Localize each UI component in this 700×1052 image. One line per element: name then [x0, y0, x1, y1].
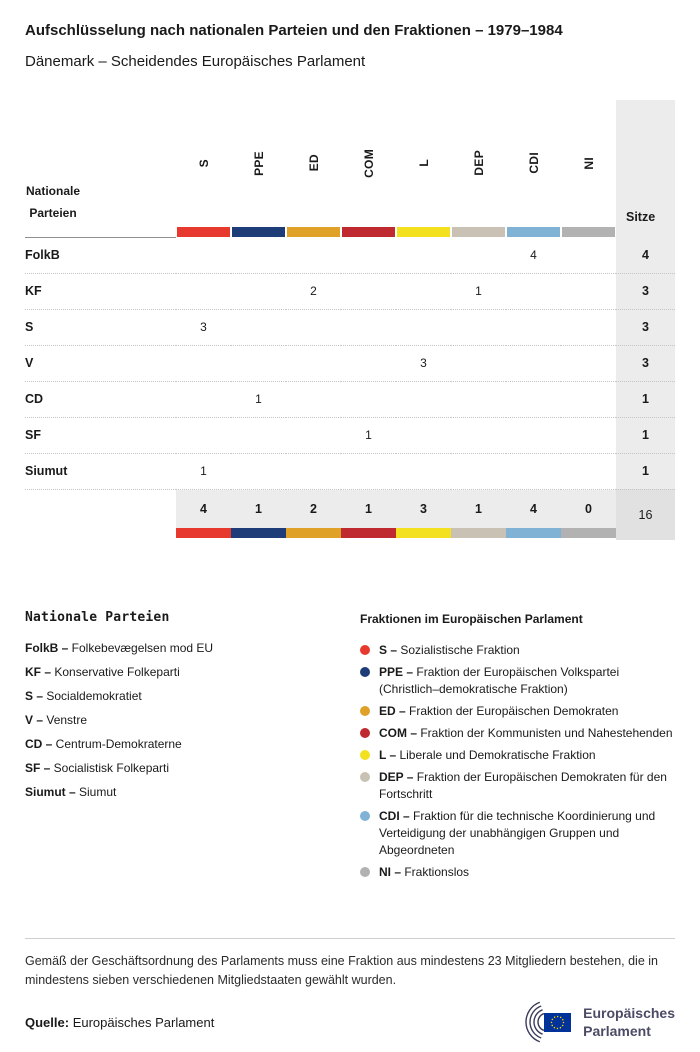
value-cell: 2 [286, 273, 341, 309]
value-cell [176, 345, 231, 381]
column-header-ni [561, 100, 616, 226]
group-color-bar [342, 227, 395, 237]
value-cell [506, 309, 561, 345]
value-cell: 3 [396, 345, 451, 381]
group-color-bar [286, 528, 341, 538]
party-legend-name: Socialistisk Folkeparti [50, 760, 170, 775]
group-legend-abbr: DEP – [379, 769, 414, 784]
group-color-bar [506, 528, 561, 538]
group-color-bar [507, 227, 560, 237]
column-header-ed [286, 100, 341, 226]
column-header-ppe [231, 100, 286, 226]
value-cell [506, 381, 561, 417]
total-value-cell [176, 489, 231, 540]
european-parliament-logo-icon [513, 1000, 575, 1046]
party-legend-abbr: V – [25, 712, 44, 727]
total-value-block [286, 490, 341, 538]
row-header-label: Nationale Parteien [25, 184, 80, 221]
party-legend-name: Centrum-Demokraterne [52, 736, 182, 751]
total-value: 0 [585, 501, 592, 516]
national-parties-legend-heading: Nationale Parteien [25, 609, 170, 625]
group-color-bar-cell [231, 226, 286, 237]
group-legend-name: Fraktionslos [401, 864, 470, 879]
seats-cell: 3 [616, 273, 675, 309]
value-cell [561, 417, 616, 453]
group-legend-item [360, 642, 675, 659]
value-cell [396, 417, 451, 453]
group-color-bar [396, 528, 451, 538]
value-cell [451, 417, 506, 453]
total-value-cell [341, 489, 396, 540]
value-cell [176, 273, 231, 309]
value-cell [451, 381, 506, 417]
seats-cell: 1 [616, 381, 675, 417]
group-color-bar-cell [286, 226, 341, 237]
value-cell: 1 [341, 417, 396, 453]
value-cell [341, 237, 396, 273]
group-legend-name: Liberale und Demokratische Fraktion [396, 747, 596, 762]
column-header-label: L [416, 159, 431, 167]
group-legend-abbr: COM – [379, 725, 418, 740]
party-legend-item [25, 737, 360, 751]
group-legend-abbr: PPE – [379, 664, 414, 679]
group-legend-abbr: NI – [379, 864, 402, 879]
column-header-label: NI [581, 156, 596, 170]
page-subtitle: Dänemark – Scheidendes Europäisches Parlament [25, 53, 366, 70]
value-cell: 1 [176, 453, 231, 489]
table-row [25, 453, 675, 489]
footnote-text: Gemäß der Geschäftsordnung des Parlaments muss eine Fraktion aus mindestens 23 Mitgliedern bestehen, die in mindestens sieben verschiedenen Mitgliedstaaten gewählt wurden. [25, 953, 658, 987]
footer-bar [25, 1000, 675, 1046]
group-legend-name: Fraktion für die technische Koordinierung und Verteidigung der unabhängigen Gruppen und Abgeordneten [379, 808, 656, 857]
group-legend-name: Sozialistische Fraktion [397, 642, 520, 657]
party-legend-name: Folkebevægelsen mod EU [68, 640, 214, 655]
seats-cell: 4 [616, 237, 675, 273]
group-color-bar [287, 227, 340, 237]
seats-cell: 1 [616, 453, 675, 489]
group-legend-name: Fraktion der Europäischen Demokraten für den Fortschritt [379, 769, 667, 801]
group-color-bar-cell [341, 226, 396, 237]
group-color-bar-cell [506, 226, 561, 237]
value-cell [231, 237, 286, 273]
value-cell: 1 [451, 273, 506, 309]
value-cell [341, 381, 396, 417]
column-header-label: ED [306, 154, 321, 172]
total-value-block [451, 490, 506, 538]
table-row [25, 273, 675, 309]
value-cell: 4 [506, 237, 561, 273]
party-legend-name: Konservative Folkeparti [51, 664, 180, 679]
value-cell [561, 345, 616, 381]
party-legend-item [25, 761, 360, 775]
value-cell [341, 273, 396, 309]
group-legend-text [379, 769, 675, 803]
value-cell [231, 345, 286, 381]
party-legend-item [25, 641, 360, 655]
group-legend-text [379, 642, 520, 659]
value-cell [451, 237, 506, 273]
logo-text-line2: Parlament [583, 1022, 651, 1039]
party-legend-name: Socialdemokratiet [43, 688, 142, 703]
value-cell [176, 381, 231, 417]
value-cell [506, 417, 561, 453]
group-legend-abbr: ED – [379, 703, 406, 718]
party-legend-abbr: S – [25, 688, 44, 703]
party-legend-item [25, 713, 360, 727]
seats-cell: 3 [616, 309, 675, 345]
column-header-label: COM [361, 148, 376, 178]
seats-table [25, 100, 675, 540]
value-cell [561, 309, 616, 345]
source-label: Quelle: [25, 1015, 70, 1030]
total-value-cell [231, 489, 286, 540]
group-legend-text [379, 664, 675, 698]
total-value: 2 [310, 501, 317, 516]
value-cell [286, 345, 341, 381]
party-name-cell: Siumut [25, 453, 176, 489]
seats-cell: 3 [616, 345, 675, 381]
value-cell [286, 453, 341, 489]
group-legend-abbr: S – [379, 642, 398, 657]
value-cell [506, 453, 561, 489]
group-legend-name: Fraktion der Kommunisten und Nahestehenden [417, 725, 673, 740]
seats-column-label: Sitze [626, 210, 656, 224]
source-value: Europäisches Parlament [72, 1015, 215, 1030]
row-header-cell [25, 100, 176, 237]
group-color-bar [177, 227, 230, 237]
group-color-bar [231, 528, 286, 538]
group-color-bar [451, 528, 506, 538]
total-value: 1 [255, 501, 262, 516]
group-legend-text [379, 703, 618, 720]
value-cell [286, 309, 341, 345]
party-name-cell: KF [25, 273, 176, 309]
column-header-cdi [506, 100, 561, 226]
value-cell [341, 453, 396, 489]
value-cell [286, 381, 341, 417]
value-cell [396, 309, 451, 345]
value-cell [561, 273, 616, 309]
value-cell [396, 381, 451, 417]
value-cell [341, 309, 396, 345]
party-name-cell: FolkB [25, 237, 176, 273]
group-color-dot [360, 706, 370, 716]
group-color-bar [397, 227, 450, 237]
table-row [25, 345, 675, 381]
value-cell [451, 345, 506, 381]
group-color-bar [452, 227, 505, 237]
column-header-label: S [196, 158, 211, 168]
groups-legend-heading: Fraktionen im Europäischen Parlament [360, 611, 583, 626]
value-cell: 3 [176, 309, 231, 345]
value-cell [506, 273, 561, 309]
value-cell [176, 417, 231, 453]
group-color-bar [562, 227, 615, 237]
total-value: 1 [365, 501, 372, 516]
total-value-block [176, 490, 231, 538]
footer-divider [25, 938, 675, 939]
party-legend-abbr: FolkB – [25, 640, 69, 655]
seats-column-header [616, 100, 675, 237]
group-color-dot [360, 772, 370, 782]
column-header-com [341, 100, 396, 226]
value-cell [176, 237, 231, 273]
value-cell [231, 453, 286, 489]
page-title: Aufschlüsselung nach nationalen Parteien und den Fraktionen – 1979–1984 [25, 22, 563, 39]
group-color-bar [176, 528, 231, 538]
value-cell [286, 237, 341, 273]
party-name-cell: S [25, 309, 176, 345]
group-legend-text [379, 747, 596, 764]
group-color-bar [232, 227, 285, 237]
total-seats-cell: 16 [616, 489, 675, 540]
group-color-bar [561, 528, 616, 538]
total-value: 4 [200, 501, 207, 516]
value-cell [561, 453, 616, 489]
group-legend-text [379, 808, 675, 859]
value-cell [396, 273, 451, 309]
value-cell [561, 381, 616, 417]
source-line [25, 1015, 214, 1030]
table-row [25, 381, 675, 417]
group-color-bar-cell [396, 226, 451, 237]
group-legend-name: Fraktion der Europäischen Volkspartei (Christlich–demokratische Fraktion) [379, 664, 620, 696]
group-legend-item [360, 725, 675, 742]
legend-section [25, 610, 675, 886]
total-value-block [506, 490, 561, 538]
party-legend-item [25, 785, 360, 799]
column-header-s [176, 100, 231, 226]
table-row [25, 309, 675, 345]
group-legend-abbr: CDI – [379, 808, 410, 823]
group-legend-item [360, 769, 675, 803]
group-color-dot [360, 811, 370, 821]
party-name-cell: CD [25, 381, 176, 417]
total-value-cell [286, 489, 341, 540]
total-value-cell [451, 489, 506, 540]
table-row [25, 237, 675, 273]
value-cell [396, 237, 451, 273]
table-row [25, 417, 675, 453]
value-cell [341, 345, 396, 381]
group-color-dot [360, 750, 370, 760]
group-legend-text [379, 864, 469, 881]
value-cell [451, 309, 506, 345]
column-header-label: DEP [471, 150, 486, 176]
group-legend-item [360, 747, 675, 764]
group-color-dot [360, 667, 370, 677]
party-legend-name: Venstre [43, 712, 88, 727]
value-cell: 1 [231, 381, 286, 417]
party-name-cell: SF [25, 417, 176, 453]
group-color-dot [360, 645, 370, 655]
totals-row [25, 489, 675, 540]
total-value-block [231, 490, 286, 538]
logo-text-line1: Europäisches [583, 1005, 675, 1021]
seats-cell: 1 [616, 417, 675, 453]
group-color-dot [360, 728, 370, 738]
total-value: 3 [420, 501, 427, 516]
party-legend-abbr: SF – [25, 760, 51, 775]
party-legend-abbr: Siumut – [25, 784, 76, 799]
totals-blank-cell [25, 489, 176, 540]
value-cell [231, 273, 286, 309]
value-cell [561, 237, 616, 273]
column-header-l [396, 100, 451, 226]
value-cell [451, 453, 506, 489]
value-cell [506, 345, 561, 381]
group-color-dot [360, 867, 370, 877]
party-name-cell: V [25, 345, 176, 381]
table-header-row [25, 100, 675, 226]
column-header-label: CDI [526, 152, 541, 174]
group-color-bar-cell [561, 226, 616, 237]
national-parties-legend [25, 610, 360, 886]
party-legend-name: Siumut [75, 784, 117, 799]
total-value-block [396, 490, 451, 538]
value-cell [396, 453, 451, 489]
total-value: 4 [530, 501, 537, 516]
group-legend-item [360, 864, 675, 881]
total-value: 1 [475, 501, 482, 516]
value-cell [231, 309, 286, 345]
total-value-block [341, 490, 396, 538]
total-value-cell [561, 489, 616, 540]
party-legend-abbr: KF – [25, 664, 52, 679]
group-legend-item [360, 808, 675, 859]
value-cell [286, 417, 341, 453]
value-cell [231, 417, 286, 453]
group-color-bar [341, 528, 396, 538]
column-header-dep [451, 100, 506, 226]
total-value-block [561, 490, 616, 538]
group-legend-text [379, 725, 673, 742]
total-value-cell [506, 489, 561, 540]
party-legend-abbr: CD – [25, 736, 53, 751]
party-legend-item [25, 665, 360, 679]
group-legend-abbr: L – [379, 747, 397, 762]
party-legend-item [25, 689, 360, 703]
column-header-label: PPE [251, 150, 266, 176]
group-color-bar-cell [176, 226, 231, 237]
group-legend-name: Fraktion der Europäischen Demokraten [405, 703, 619, 718]
group-color-bar-cell [451, 226, 506, 237]
group-legend-item [360, 664, 675, 698]
groups-legend [360, 610, 675, 886]
european-parliament-logo-text [583, 1005, 675, 1040]
group-legend-item [360, 703, 675, 720]
european-parliament-logo [513, 1000, 675, 1046]
total-value-cell [396, 489, 451, 540]
